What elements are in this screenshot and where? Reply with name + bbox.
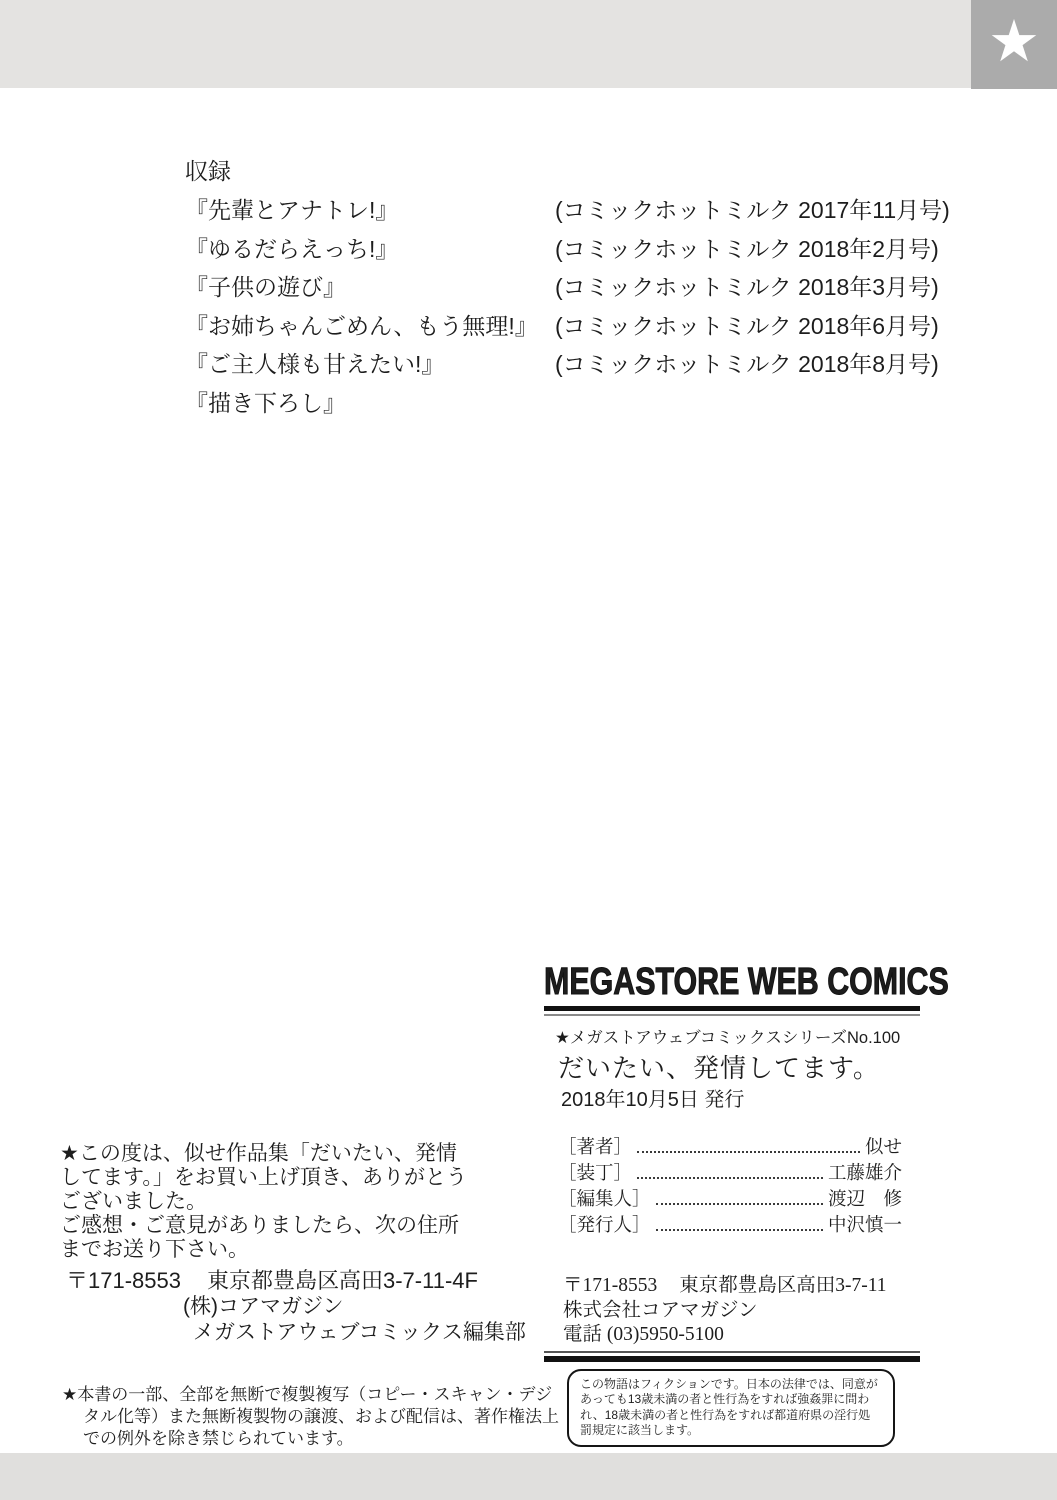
credit-role-label: ［著者］ (558, 1136, 633, 1157)
publisher-address-block (563, 1274, 920, 1348)
footer-rule-thin (544, 1351, 920, 1353)
toc-list (185, 191, 950, 422)
credit-row (558, 1160, 902, 1186)
credit-person-name: 中沢慎一 (827, 1214, 902, 1235)
fiction-disclaimer-box: この物語はフィクションです。日本の法律では、同意があっても13歳未満の者と性行為をすれば強姦罪に問われ、18歳未満の者と性行為をすれば都道府県の淫行処罰規定に該当します。 (567, 1369, 895, 1447)
credit-row (558, 1186, 902, 1212)
toc-heading: 収録 (185, 158, 231, 184)
dot-leader (656, 1229, 823, 1231)
toc-row (185, 384, 950, 423)
dot-leader (637, 1177, 823, 1179)
imprint-logo: MEGASTORE WEB COMICS (544, 961, 949, 1003)
editorial-postal-code: 〒171-8553 (66, 1268, 181, 1293)
publisher-address-line (563, 1274, 920, 1299)
top-border-band (0, 0, 1057, 88)
publisher-phone: 電話 (03)5950-5100 (563, 1324, 724, 1345)
toc-magazine-source: (コミックホットミルク 2017年11月号) (555, 197, 950, 223)
credit-role-label: ［装丁］ (558, 1162, 633, 1183)
book-title: だいたい、発情してます。 (558, 1053, 880, 1083)
credit-row (558, 1212, 902, 1238)
publisher-street: 東京都豊島区高田3-7-11 (679, 1275, 887, 1296)
logo-rule-thick (544, 1006, 920, 1011)
toc-chapter-title: 『ご主人様も甘えたい!』 (185, 351, 445, 377)
corner-star-badge (971, 0, 1057, 89)
toc-chapter-title: 『先輩とアナトレ!』 (185, 197, 399, 223)
toc-section (185, 152, 950, 422)
toc-row (185, 345, 950, 384)
credit-person-name: 工藤雄介 (827, 1162, 902, 1183)
toc-row (185, 191, 950, 230)
publisher-company: 株式会社コアマガジン (563, 1299, 758, 1321)
series-number-line: ★メガストアウェブコミックスシリーズNo.100 (555, 1029, 901, 1047)
copyright-notice: ★本書の一部、全部を無断で複製複写（コピー・スキャン・デジタル化等）また無断複製物の譲渡、および配信は、著作権法上での例外を除き禁じられています。 (62, 1385, 559, 1448)
toc-row (185, 307, 950, 346)
credit-role-label: ［発行人］ (558, 1214, 651, 1235)
toc-row (185, 230, 950, 269)
toc-chapter-title: 『描き下ろし』 (185, 389, 346, 416)
dot-leader (637, 1151, 860, 1153)
credit-row (558, 1134, 902, 1160)
publish-date: 2018年10月5日 発行 (561, 1089, 745, 1111)
toc-magazine-source: (コミックホットミルク 2018年8月号) (555, 351, 939, 377)
editorial-company: (株)コアマガジン (183, 1295, 344, 1318)
toc-magazine-source: (コミックホットミルク 2018年6月号) (555, 312, 939, 339)
publisher-postal-code: 〒171-8553 (563, 1275, 658, 1296)
editorial-street: 東京都豊島区高田3-7-11-4F (206, 1268, 478, 1293)
toc-magazine-source: (コミックホットミルク 2018年3月号) (555, 274, 939, 300)
toc-row (185, 268, 950, 307)
logo-rule-thin (544, 1014, 920, 1016)
bottom-border-band (0, 1453, 1057, 1500)
credit-role-label: ［編集人］ (558, 1188, 651, 1209)
star-icon: ★ (988, 8, 1040, 74)
credits-list (558, 1134, 902, 1238)
feedback-paragraph: ご感想・ご意見がありましたら、次の住所までお送り下さい。 (60, 1214, 459, 1261)
reader-note-section (60, 1142, 474, 1262)
editorial-address-block (66, 1268, 526, 1346)
credit-person-name: 似せ (864, 1136, 902, 1157)
toc-chapter-title: 『子供の遊び』 (185, 274, 346, 300)
credit-person-name: 渡辺 修 (827, 1188, 902, 1209)
toc-chapter-title: 『ゆるだらえっち!』 (185, 235, 399, 262)
dot-leader (656, 1203, 823, 1205)
colophon-block (544, 961, 949, 1447)
editorial-address-line (66, 1268, 526, 1294)
toc-magazine-source: (コミックホットミルク 2018年2月号) (555, 235, 939, 262)
toc-chapter-title: 『お姉ちゃんごめん、もう無理!』 (185, 312, 538, 339)
thanks-paragraph: ★この度は、似せ作品集「だいたい、発情してます。」をお買い上げ頂き、ありがとうございました。 (60, 1142, 467, 1213)
footer-rule-thick (544, 1356, 920, 1362)
editorial-department: メガストアウェブコミックス編集部 (193, 1321, 526, 1344)
